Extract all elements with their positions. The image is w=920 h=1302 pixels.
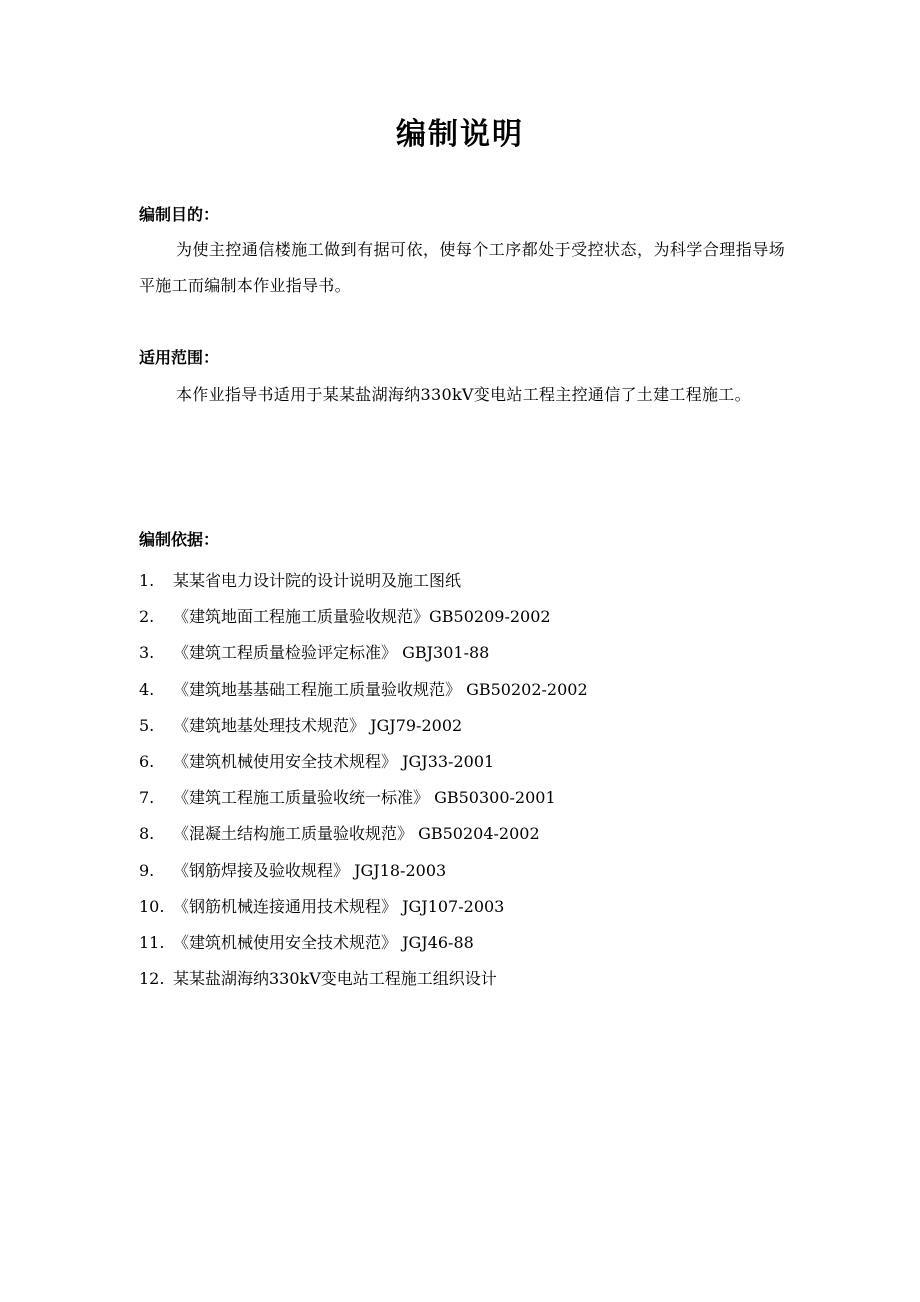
list-item-text: 《建筑机械使用安全技术规范》 JGJ46-88 (173, 932, 474, 952)
list-item-text: 《混凝土结构施工质量验收规范》 GB50204-2002 (173, 824, 540, 844)
list-item-number: 9. (139, 860, 155, 880)
list-item-text: 《建筑地面工程施工质量验收规范》GB50209-2002 (173, 607, 551, 627)
purpose-heading: 编制目的： (139, 205, 220, 224)
page-title: 编制说明 (396, 117, 524, 152)
list-item (139, 635, 799, 671)
basis-list (139, 563, 799, 997)
basis-heading: 编制依据： (139, 530, 220, 549)
list-item (139, 599, 799, 635)
list-item (139, 925, 799, 961)
list-item-number: 2. (139, 607, 155, 627)
list-item (139, 816, 799, 852)
list-item-number: 7. (139, 788, 155, 808)
list-item-text: 某某省电力设计院的设计说明及施工图纸 (173, 571, 462, 590)
list-item-text: 《钢筋焊接及验收规程》 JGJ18-2003 (173, 860, 447, 880)
list-item (139, 780, 799, 816)
list-item-text: 《建筑机械使用安全技术规程》 JGJ33-2001 (173, 751, 495, 771)
list-item-number: 5. (139, 715, 155, 735)
list-item-number: 1. (139, 571, 155, 590)
list-item (139, 672, 799, 708)
list-item-number: 4. (139, 679, 155, 699)
list-item (139, 961, 799, 997)
purpose-paragraph: 为使主控通信楼施工做到有据可依，使每个工序都处于受控状态，为科学合理指导场平施工而编制本作业指导书。 (139, 240, 785, 295)
list-item-text: 《建筑地基处理技术规范》 JGJ79-2002 (173, 715, 463, 735)
list-item-text: 《钢筋机械连接通用技术规程》 JGJ107-2003 (173, 896, 505, 916)
list-item (139, 853, 799, 889)
list-item (139, 744, 799, 780)
list-item (139, 708, 799, 744)
list-item-text: 《建筑工程施工质量验收统一标准》 GB50300-2001 (173, 788, 556, 808)
scope-paragraph: 本作业指导书适用于某某盐湖海纳330kV变电站工程主控通信了土建工程施工。 (176, 385, 751, 404)
list-item-text: 《建筑地基基础工程施工质量验收规范》 GB50202-2002 (173, 679, 588, 699)
list-item-text: 《建筑工程质量检验评定标准》 GBJ301-88 (173, 643, 490, 663)
list-item-text: 某某盐湖海纳330kV变电站工程施工组织设计 (173, 969, 497, 989)
scope-heading: 适用范围： (139, 348, 220, 367)
list-item-number: 6. (139, 751, 155, 771)
list-item-number: 8. (139, 824, 155, 844)
list-item-number: 10. (139, 896, 165, 916)
list-item-number: 11. (139, 932, 165, 952)
list-item (139, 889, 799, 925)
list-item-number: 12. (139, 969, 165, 989)
list-item (139, 563, 799, 599)
list-item-number: 3. (139, 643, 155, 663)
